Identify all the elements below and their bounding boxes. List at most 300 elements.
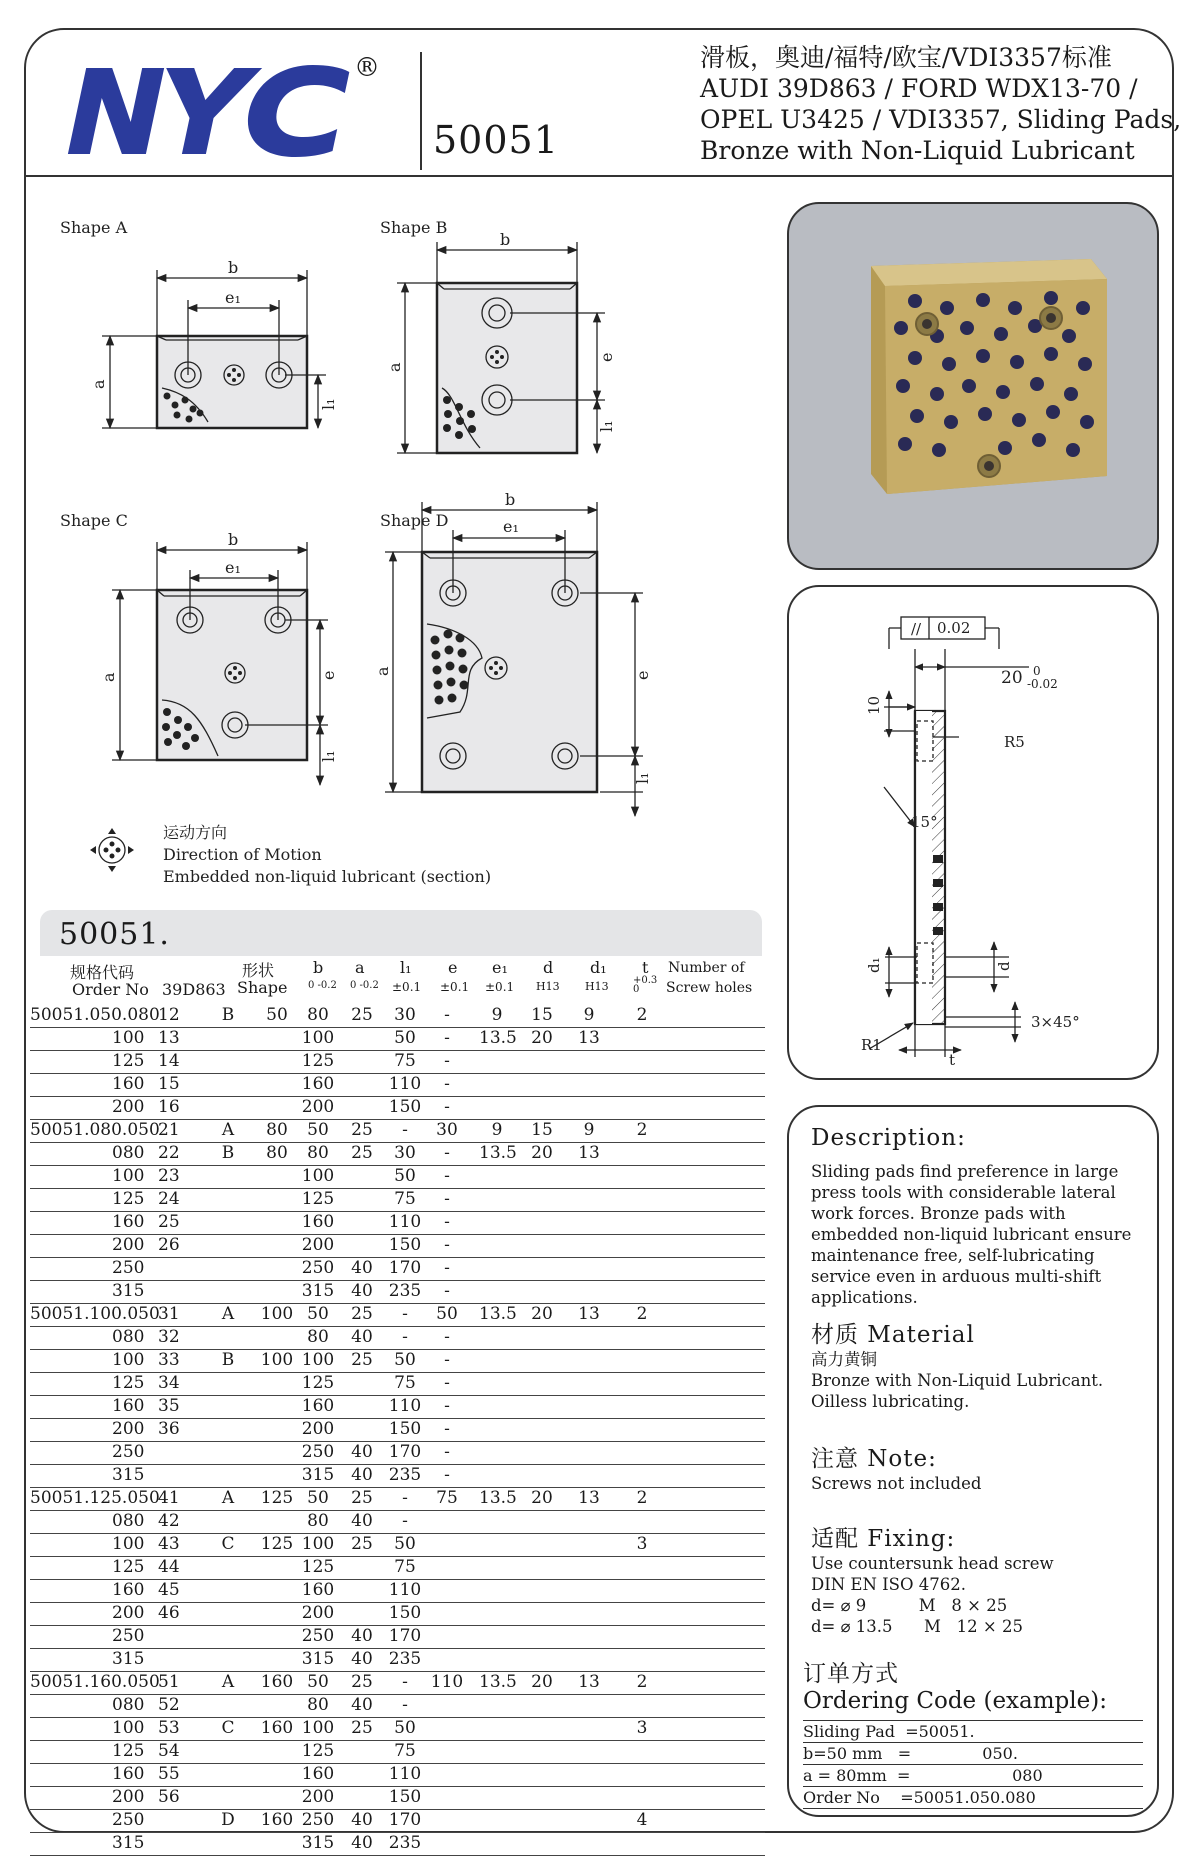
table-cell: 315 <box>112 1833 145 1853</box>
table-row <box>30 1626 765 1649</box>
table-cell: 315 <box>112 1465 145 1485</box>
table-cell: 200 <box>112 1603 145 1623</box>
table-cell: 100 <box>301 1534 335 1554</box>
table-cell: - <box>444 1235 450 1255</box>
table-cell: 080 <box>112 1511 145 1531</box>
table-row <box>30 1833 765 1856</box>
table-cell: 100 <box>301 1028 335 1048</box>
table-cell: 13.5 <box>479 1304 517 1324</box>
table-cell: 100 <box>112 1534 145 1554</box>
table-cell: 200 <box>301 1097 335 1117</box>
table-cell: 15 <box>158 1074 180 1094</box>
svg-text:e₁: e₁ <box>225 288 241 307</box>
table-cell: 41 <box>158 1488 180 1508</box>
title-line: Bronze with Non-Liquid Lubricant <box>700 136 1135 165</box>
table-cell: - <box>444 1258 450 1278</box>
description-line: work forces. Bronze pads with <box>811 1204 1066 1223</box>
table-cell: 200 <box>112 1235 145 1255</box>
table-cell: 43 <box>158 1534 180 1554</box>
table-cell: 12 <box>158 1005 180 1025</box>
table-cell: 315 <box>112 1649 145 1669</box>
svg-text:-0.02: -0.02 <box>1027 677 1058 691</box>
table-cell: 250 <box>112 1258 145 1278</box>
table-cell: 3 <box>636 1534 648 1554</box>
table-cell: 200 <box>112 1097 145 1117</box>
table-cell: 250 <box>112 1626 145 1646</box>
table-cell: 50 <box>394 1534 416 1554</box>
table-cell: 13.5 <box>479 1672 517 1692</box>
fixing-line: Use countersunk head screw <box>811 1554 1054 1573</box>
table-cell: - <box>444 1442 450 1462</box>
table-cell: 46 <box>158 1603 180 1623</box>
svg-text:R1: R1 <box>861 1036 882 1054</box>
col-audi: 39D863 <box>162 980 226 999</box>
table-cell: 35 <box>158 1396 180 1416</box>
svg-text:e: e <box>319 670 338 680</box>
table-cell: 13.5 <box>479 1028 517 1048</box>
svg-text:10: 10 <box>865 695 883 715</box>
legend-en: Direction of Motion <box>163 845 322 864</box>
table-cell: 315 <box>301 1649 335 1669</box>
table-cell: 125 <box>301 1557 335 1577</box>
table-row <box>30 1143 765 1166</box>
table-cell: 100 <box>112 1166 145 1186</box>
table-row <box>30 1051 765 1074</box>
table-cell: 100 <box>301 1166 335 1186</box>
table-cell: 200 <box>301 1787 335 1807</box>
shape-b-label: Shape B <box>380 218 448 237</box>
table-cell: - <box>444 1051 450 1071</box>
table-cell: 24 <box>158 1189 180 1209</box>
table-cell: 50051.160.050 <box>30 1672 160 1692</box>
svg-text:e: e <box>633 670 652 680</box>
table-row <box>30 1810 765 1833</box>
table-cell: 13 <box>158 1028 180 1048</box>
table-cell: 170 <box>388 1810 422 1830</box>
table-cell: 125 <box>301 1189 335 1209</box>
table-cell: 40 <box>351 1511 373 1531</box>
table-cell: 315 <box>301 1465 335 1485</box>
order-row: a = 80mm = 080 <box>803 1765 1143 1787</box>
title-line: 滑板，奥迪/福特/欧宝/VDI3357标准 <box>700 43 1112 72</box>
table-cell: 75 <box>436 1488 458 1508</box>
table-cell: C <box>221 1534 235 1554</box>
note-heading: 注意 Note: <box>811 1446 937 1472</box>
title-line: AUDI 39D863 / FORD WDX13-70 / <box>700 74 1138 103</box>
col-e: e <box>448 958 458 977</box>
table-cell: 32 <box>158 1327 180 1347</box>
svg-text:l₁: l₁ <box>633 772 652 784</box>
table-cell: 125 <box>301 1051 335 1071</box>
table-cell: 44 <box>158 1557 180 1577</box>
table-cell: 40 <box>351 1465 373 1485</box>
table-cell: 170 <box>388 1258 422 1278</box>
svg-text:e₁: e₁ <box>503 517 519 536</box>
table-cell: 80 <box>307 1511 329 1531</box>
table-cell: - <box>444 1005 450 1025</box>
shape-d-label: Shape D <box>380 511 449 530</box>
svg-text:0.02: 0.02 <box>937 619 971 637</box>
table-cell: 75 <box>394 1557 416 1577</box>
table-row <box>30 1258 765 1281</box>
table-cell: 9 <box>491 1005 503 1025</box>
table-cell: - <box>444 1074 450 1094</box>
table-cell: 33 <box>158 1350 180 1370</box>
svg-text:a: a <box>373 666 392 676</box>
svg-text:15°: 15° <box>911 813 938 831</box>
table-cell: 315 <box>301 1833 335 1853</box>
table-cell: 50 <box>307 1488 329 1508</box>
table-cell: 50 <box>394 1718 416 1738</box>
col-e1-tol: ±0.1 <box>485 980 515 994</box>
svg-text:a: a <box>385 362 404 372</box>
table-cell: - <box>444 1028 450 1048</box>
table-cell: 40 <box>351 1649 373 1669</box>
svg-text:t: t <box>949 1051 956 1069</box>
table-cell: A <box>221 1488 235 1508</box>
title-line: OPEL U3425 / VDI3357, Sliding Pads, <box>700 105 1182 134</box>
svg-text:a: a <box>89 379 108 389</box>
table-cell: 2 <box>636 1672 648 1692</box>
material-line: Bronze with Non-Liquid Lubricant. <box>811 1371 1104 1390</box>
table-cell: 200 <box>301 1603 335 1623</box>
table-row <box>30 1672 765 1695</box>
table-cell: 50051.125.050 <box>30 1488 160 1508</box>
col-shape-cn: 形状 <box>242 961 275 980</box>
table-cell: - <box>444 1396 450 1416</box>
table-cell: 200 <box>112 1787 145 1807</box>
description-line: maintenance free, self-lubricating <box>811 1246 1095 1265</box>
table-cell: - <box>444 1097 450 1117</box>
table-row <box>30 1373 765 1396</box>
table-row <box>30 1005 765 1028</box>
shape-b-plate <box>437 283 577 453</box>
table-cell: - <box>444 1143 450 1163</box>
svg-text:d₁: d₁ <box>865 957 883 973</box>
table-row <box>30 1028 765 1051</box>
table-row <box>30 1649 765 1672</box>
table-row <box>30 1212 765 1235</box>
table-cell: 150 <box>388 1603 422 1623</box>
table-cell: 9 <box>583 1005 595 1025</box>
svg-text:0: 0 <box>1033 664 1041 678</box>
table-cell: 150 <box>388 1097 422 1117</box>
description-line: press tools with considerable lateral <box>811 1183 1116 1202</box>
table-cell: 315 <box>112 1281 145 1301</box>
product-photo <box>789 204 1159 570</box>
table-cell: 110 <box>430 1672 464 1692</box>
table-cell: 26 <box>158 1235 180 1255</box>
table-cell: 50 <box>266 1005 288 1025</box>
table-row <box>30 1235 765 1258</box>
svg-text:d: d <box>995 961 1013 971</box>
table-cell: 54 <box>158 1741 180 1761</box>
table-cell: 100 <box>112 1718 145 1738</box>
col-t-tol: +0.3 0 <box>633 975 658 995</box>
table-row <box>30 1603 765 1626</box>
table-cell: 20 <box>531 1488 553 1508</box>
description-panel <box>787 1105 1159 1817</box>
table-cell: 40 <box>351 1281 373 1301</box>
table-row <box>30 1304 765 1327</box>
section-drawing <box>789 587 1159 1080</box>
table-cell: 45 <box>158 1580 180 1600</box>
table-row <box>30 1097 765 1120</box>
description-line: embedded non-liquid lubricant ensure <box>811 1225 1132 1244</box>
table-row <box>30 1074 765 1097</box>
table-cell: 40 <box>351 1626 373 1646</box>
col-a: a <box>355 958 365 977</box>
table-cell: 13.5 <box>479 1143 517 1163</box>
table-cell: - <box>402 1488 408 1508</box>
col-l1-tol: ±0.1 <box>392 980 422 994</box>
table-row <box>30 1534 765 1557</box>
part-number: 50051 <box>433 118 559 162</box>
table-cell: 200 <box>301 1235 335 1255</box>
col-b-tol: 0 -0.2 <box>308 980 337 991</box>
table-cell: 100 <box>112 1028 145 1048</box>
svg-text:b: b <box>228 258 239 277</box>
table-cell: B <box>221 1350 235 1370</box>
table-cell: 160 <box>112 1580 145 1600</box>
table-cell: 4 <box>636 1810 648 1830</box>
table-cell: 20 <box>531 1143 553 1163</box>
table-cell: 250 <box>112 1442 145 1462</box>
shape-c-label: Shape C <box>60 511 128 530</box>
table-cell: 160 <box>301 1580 335 1600</box>
table-cell: 3 <box>636 1718 648 1738</box>
table-cell: 2 <box>636 1488 648 1508</box>
material-line: Oilless lubricating. <box>811 1392 970 1411</box>
material-cn: 高力黄铜 <box>811 1350 877 1369</box>
table-cell: 53 <box>158 1718 180 1738</box>
table-cell: 100 <box>260 1350 294 1370</box>
table-cell: - <box>402 1120 408 1140</box>
table-cell: 160 <box>301 1212 335 1232</box>
table-cell: - <box>444 1373 450 1393</box>
table-cell: 40 <box>351 1810 373 1830</box>
table-cell: 9 <box>491 1120 503 1140</box>
table-cell: 40 <box>351 1327 373 1347</box>
table-row <box>30 1741 765 1764</box>
table-cell: - <box>444 1212 450 1232</box>
table-cell: 160 <box>260 1718 294 1738</box>
order-heading: Ordering Code (example): <box>803 1688 1107 1714</box>
table-cell: 125 <box>112 1557 145 1577</box>
table-cell: 50051.100.050 <box>30 1304 160 1324</box>
order-row: b=50 mm = 050. <box>803 1743 1143 1765</box>
table-row <box>30 1787 765 1810</box>
table-cell: 100 <box>301 1718 335 1738</box>
shape-drawings <box>30 200 770 900</box>
order-heading-cn: 订单方式 <box>803 1661 899 1687</box>
table-cell: 80 <box>307 1143 329 1163</box>
product-photo-frame <box>787 202 1159 570</box>
description-line: service even in arduous multi-shift <box>811 1267 1102 1286</box>
svg-text:l₁: l₁ <box>319 398 338 410</box>
nyc-logo <box>62 50 382 170</box>
table-cell: 2 <box>636 1304 648 1324</box>
table-cell: 16 <box>158 1097 180 1117</box>
svg-text:b: b <box>505 490 516 509</box>
fixing-heading: 适配 Fixing: <box>811 1526 956 1552</box>
table-cell: 080 <box>112 1143 145 1163</box>
table-cell: 80 <box>266 1120 288 1140</box>
col-b: b <box>313 958 324 977</box>
order-row: Sliding Pad =50051. <box>803 1721 1143 1743</box>
table-cell: - <box>444 1419 450 1439</box>
table-cell: 20 <box>531 1028 553 1048</box>
svg-text:e: e <box>597 352 616 362</box>
table-cell: A <box>221 1672 235 1692</box>
svg-text:3×45°: 3×45° <box>1031 1013 1080 1031</box>
table-cell: 250 <box>112 1810 145 1830</box>
table-cell: 31 <box>158 1304 180 1324</box>
legend-cn: 运动方向 <box>163 823 228 842</box>
table-cell: 160 <box>301 1764 335 1784</box>
svg-text:b: b <box>500 230 511 249</box>
table-cell: 22 <box>158 1143 180 1163</box>
table-cell: - <box>402 1304 408 1324</box>
table-cell: 25 <box>351 1143 373 1163</box>
table-row <box>30 1511 765 1534</box>
table-cell: 170 <box>388 1442 422 1462</box>
col-holes: Number of <box>668 960 745 976</box>
table-cell: 13 <box>578 1143 600 1163</box>
table-cell: 25 <box>351 1304 373 1324</box>
table-cell: 125 <box>112 1741 145 1761</box>
table-row <box>30 1764 765 1787</box>
table-cell: 315 <box>301 1281 335 1301</box>
table-cell: A <box>221 1120 235 1140</box>
table-cell: 80 <box>307 1005 329 1025</box>
table-cell: 160 <box>260 1810 294 1830</box>
table-cell: 34 <box>158 1373 180 1393</box>
col-t: t <box>642 958 649 977</box>
table-cell: 52 <box>158 1695 180 1715</box>
table-cell: 13 <box>578 1672 600 1692</box>
col-a-tol: 0 -0.2 <box>350 980 379 991</box>
svg-text:b: b <box>228 530 239 549</box>
table-cell: 200 <box>301 1419 335 1439</box>
table-cell: 30 <box>436 1120 458 1140</box>
table-cell: 40 <box>351 1442 373 1462</box>
table-cell: 36 <box>158 1419 180 1439</box>
svg-text:R5: R5 <box>1004 733 1025 751</box>
table-cell: 15 <box>531 1005 553 1025</box>
table-cell: 25 <box>351 1005 373 1025</box>
table-cell: - <box>402 1695 408 1715</box>
table-cell: 20 <box>531 1304 553 1324</box>
table-cell: 50 <box>307 1120 329 1140</box>
col-l1: l₁ <box>400 958 412 977</box>
fixing-line: d= ⌀ 9 M 8 × 25 <box>811 1596 1008 1615</box>
table-cell: 50 <box>307 1672 329 1692</box>
table-cell: 13 <box>578 1304 600 1324</box>
table-cell: 25 <box>351 1120 373 1140</box>
table-row <box>30 1281 765 1304</box>
table-cell: 51 <box>158 1672 180 1692</box>
table-cell: - <box>444 1166 450 1186</box>
table-cell: 25 <box>351 1488 373 1508</box>
table-cell: 50 <box>307 1304 329 1324</box>
table-cell: 150 <box>388 1787 422 1807</box>
col-order-cn: 规格代码 <box>70 963 135 982</box>
table-cell: 30 <box>394 1143 416 1163</box>
table-cell: 160 <box>301 1074 335 1094</box>
table-row <box>30 1419 765 1442</box>
table-row <box>30 1488 765 1511</box>
table-cell: 25 <box>351 1350 373 1370</box>
table-cell: 13.5 <box>479 1488 517 1508</box>
table-body <box>30 1005 765 1856</box>
table-cell: 235 <box>388 1833 422 1853</box>
table-row <box>30 1327 765 1350</box>
table-cell: 50 <box>394 1166 416 1186</box>
table-cell: 40 <box>351 1695 373 1715</box>
table-cell: 250 <box>301 1442 335 1462</box>
svg-text:®: ® <box>354 53 380 83</box>
table-cell: 235 <box>388 1649 422 1669</box>
table-row <box>30 1580 765 1603</box>
table-cell: 200 <box>112 1419 145 1439</box>
col-e-tol: ±0.1 <box>440 980 470 994</box>
table-cell: 50051.080.050 <box>30 1120 160 1140</box>
table-cell: - <box>402 1511 408 1531</box>
svg-text:e₁: e₁ <box>225 558 241 577</box>
shape-a-label: Shape A <box>60 218 128 237</box>
table-cell: 110 <box>388 1074 422 1094</box>
table-cell: 110 <box>388 1580 422 1600</box>
legend-sub: Embedded non-liquid lubricant (section) <box>163 867 492 886</box>
table-row <box>30 1120 765 1143</box>
table-cell: 125 <box>112 1189 145 1209</box>
table-cell: 75 <box>394 1189 416 1209</box>
material-heading: 材质 Material <box>811 1322 975 1348</box>
table-cell: 125 <box>301 1741 335 1761</box>
col-e1: e₁ <box>492 958 508 977</box>
description-heading: Description: <box>811 1125 966 1151</box>
table-cell: B <box>221 1005 235 1025</box>
table-cell: 50 <box>436 1304 458 1324</box>
table-cell: 13 <box>578 1028 600 1048</box>
table-cell: 150 <box>388 1235 422 1255</box>
table-cell: 160 <box>301 1396 335 1416</box>
order-row: Order No =50051.050.080 <box>803 1787 1143 1809</box>
table-cell: 080 <box>112 1695 145 1715</box>
table-cell: 40 <box>351 1258 373 1278</box>
table-cell: 50 <box>394 1028 416 1048</box>
table-row <box>30 1718 765 1741</box>
table-cell: 2 <box>636 1005 648 1025</box>
table-cell: 21 <box>158 1120 180 1140</box>
table-cell: 150 <box>388 1419 422 1439</box>
table-cell: 75 <box>394 1051 416 1071</box>
table-cell: 125 <box>260 1488 294 1508</box>
table-cell: - <box>444 1281 450 1301</box>
table-cell: A <box>221 1304 235 1324</box>
table-row <box>30 1695 765 1718</box>
table-cell: 9 <box>583 1120 595 1140</box>
table-cell: 42 <box>158 1511 180 1531</box>
table-cell: 160 <box>112 1074 145 1094</box>
table-cell: 50 <box>394 1350 416 1370</box>
header-divider <box>24 175 1174 177</box>
table-cell: 110 <box>388 1764 422 1784</box>
table-cell: 100 <box>260 1304 294 1324</box>
table-cell: 15 <box>531 1120 553 1140</box>
table-cell: - <box>402 1327 408 1347</box>
